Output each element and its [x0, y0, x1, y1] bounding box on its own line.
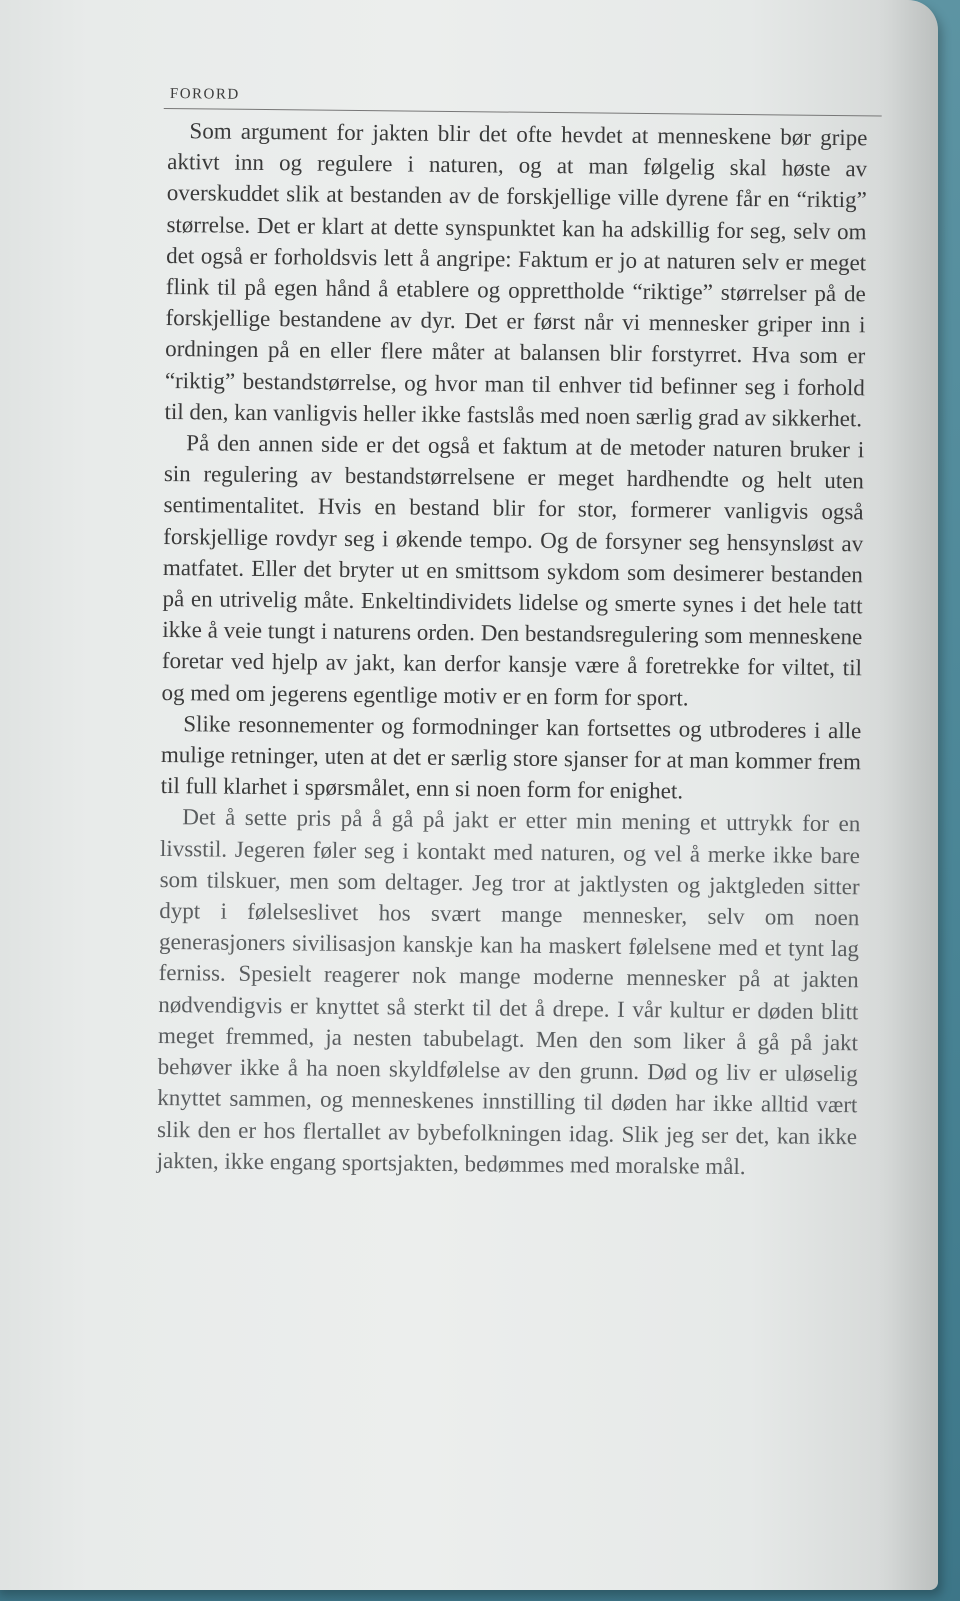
text-block [157, 84, 868, 1183]
paragraph-2: På den annen side er det også et faktum at de metoder naturen bruker i sin regulering av bestandstørrelsene er meget hardhendte og helt uten sentimentalitet. Hvis en bestand blir for stor, formerer vanligvis også forskjellige rovdyr seg i økende tempo. Og de forsyner seg hensynsløst av matfatet. Eller det bryter ut en smittsom sykdom som desimerer bestanden på en utrivelig måte. Enkeltindividets lidelse og smerte synes i det hele tatt ikke å veie tungt i naturens orden. Den bestandsregulering som menneskene foretar ved hjelp av jakt, kan derfor kansje være å foretrekke for viltet, til og med om jegerens egentlige motiv er en form for sport. [161, 430, 865, 711]
paragraph-1: Som argument for jakten blir det ofte hevdet at menneskene bør gripe aktivt inn og regulere i naturen, og at man følgelig skal høste av overskuddet slik at bestanden av de forskjellige ville dyrene får en “riktig” størrelse. Det er klart at dette synspunktet kan ha adskillig for seg, selv om det også er forholdsvis lett å angripe: Faktum er jo at naturen selv er meget flink til på egen hånd å etablere og opprettholde “riktige” størrelser på de forskjellige bestandene av dyr. Det er først når vi mennesker griper inn i ordningen på en eller flere måter at balansen blir forstyrret. Hva som er “riktig” bestandstørrelse, og hvor man til enhver tid befinner seg i forhold til den, kan vanligvis heller ikke fastslås med noen særlig grad av sikkerhet. [164, 118, 868, 432]
paragraph-4: Det å sette pris på å gå på jakt er etter min mening et uttrykk for en livsstil. Jegeren føler seg i kontakt med naturen, og vel å merke ikke bare som tilskuer, men som deltager. Jeg tror at jaktlysten og jaktgleden sitter dypt i følelseslivet hos svært mange mennesker, selv om noen generasjoners sivilisasjon kanskje kan ha maskert følelsene med et tynt lag ferniss. Spesielt reagerer nok mange moderne mennesker på at jakten nødvendigvis er knyttet så sterkt til det å drepe. I vår kultur er døden blitt meget fremmed, ja nesten tabubelagt. Men den som liker å gå på jakt behøver ikke å ha noen skyldfølelse av den grunn. Død og liv er uløselig knyttet sammen, og menneskenes innstilling til døden har ikke alltid vært slik den er hos flertallet av bybefolkningen idag. Slik jeg ser det, kan ikke jakten, ikke engang sportsjakten, bedømmes med moralske mål. [156, 804, 861, 1179]
running-head: FORORD [169, 86, 240, 103]
paragraph-3: Slike resonnementer og formodninger kan fortsettes og utbroderes i alle mulige retninger, uten at det er særlig store sjanser for at man kommer frem til full klarhet i spørsmålet, enn si noen form for enighet. [160, 711, 862, 804]
